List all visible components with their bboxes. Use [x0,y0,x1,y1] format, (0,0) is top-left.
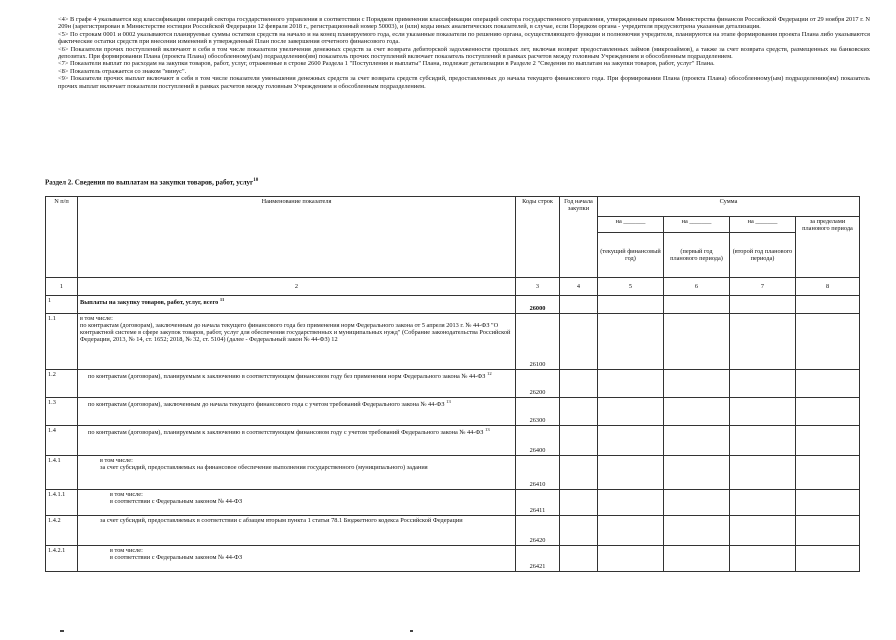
row-code: 26300 [516,398,560,426]
value-cell [598,370,664,398]
header-codes: Коды строк [516,197,560,278]
colnum-6: 6 [664,278,730,296]
value-cell [598,314,664,370]
row-name-text: в том числе: по контрактам (договорам), заключенным до начала текущего финансового года без применения норм Федерального закона от 5 апреля 2013 г. № 44-ФЗ "О контрактной системе в сфере закупок товаров, работ, услуг для обеспечения государственных и муниципальных нужд" (Собрание законодательства Российской Федерации, 2013, № 14, ст. 1652; 2018, № 32, ст. 5104) (далее - Федеральный закон № 44-ФЗ) 12 [80,315,511,343]
row-number: 1.4 [46,426,78,456]
row-name [78,516,516,546]
row-name-text: по контрактам (договорам), заключенным до начала текущего финансового года с учетом требований Федерального закона № 44-ФЗ [88,401,445,409]
value-cell [796,296,860,314]
row-code: 26420 [516,516,560,546]
row-name-text: в том числе: в соответствии с Федеральным законом № 44-ФЗ [110,491,243,505]
row-name-footnote: 13 [446,399,451,404]
value-cell [730,546,796,572]
value-cell [664,370,730,398]
value-cell [664,546,730,572]
value-cell [730,426,796,456]
row-number: 1.2 [46,370,78,398]
value-cell [730,516,796,546]
header-year3-sub: (второй год планового периода) [730,233,796,278]
row-name [78,314,516,370]
header-sum: Сумма [598,197,860,217]
row-name-footnote: 12 [487,371,492,376]
value-cell [796,456,860,490]
row-name-footnote: 11 [219,297,225,302]
header-year1-sub: (текущий финансовый год) [598,233,664,278]
value-cell [560,370,598,398]
value-cell [664,490,730,516]
value-cell [560,398,598,426]
value-cell [730,398,796,426]
header-na-3: на _______ [730,217,796,233]
value-cell [796,398,860,426]
payments-table [45,196,860,572]
colnum-3: 3 [516,278,560,296]
value-cell [598,516,664,546]
value-cell [796,490,860,516]
row-name [78,456,516,490]
footnote-7: <7> Показатели выплат по расходам на закупки товаров, работ, услуг, отраженные в строке 2600 Раздела 1 "Поступления и выплаты" Плана, подлежат детализации в Разделе 2 "Сведения по выплатам на закупки товаров, работ, услуг" Плана. [58,60,715,68]
colnum-4: 4 [560,278,598,296]
value-cell [730,456,796,490]
header-name: Наименование показателя [78,197,516,278]
value-cell [560,426,598,456]
row-name-text: в том числе: в соответствии с Федеральным законом № 44-ФЗ [110,547,243,561]
row-name-text: Выплаты на закупку товаров, работ, услуг, всего [80,299,219,307]
table-row [46,516,860,546]
colnum-1: 1 [46,278,78,296]
value-cell [560,516,598,546]
row-name-text: в том числе: за счет субсидий, предоставляемых на финансовое обеспечение выполнения государственного (муниципального) задания [100,457,428,471]
row-number: 1.4.2 [46,516,78,546]
value-cell [796,546,860,572]
row-name [78,490,516,516]
value-cell [560,296,598,314]
scan-speck [60,630,64,632]
value-cell [664,426,730,456]
value-cell [664,516,730,546]
section-title-sup: 10 [253,178,259,183]
value-cell [598,456,664,490]
value-cell [664,456,730,490]
row-name [78,546,516,572]
row-name-text: по контрактам (договорам), планируемым к заключению в соответствующем финансовом году с учетом требований Федерального закона № 44-ФЗ [88,429,484,437]
footnote-5: <5> По строкам 0001 и 0002 указываются планируемые суммы остатков средств на начало и на конец планируемого года, если указанные показатели по решению органа, осуществляющего функции и полномочия учредителя, планируются на этапе формирования проекта Плана либо указываются фактические остатки средств при внесении изменений в утвержденный План после завершения отчетного финансового года. [58,30,870,46]
table-row [46,398,860,426]
table-row [46,370,860,398]
value-cell [560,490,598,516]
row-code: 26000 [516,296,560,314]
row-code: 26421 [516,546,560,572]
row-code: 26410 [516,456,560,490]
row-number: 1.1 [46,314,78,370]
colnum-2: 2 [78,278,516,296]
row-code: 26400 [516,426,560,456]
footnote-6: <6> Показатели прочих поступлений включают в себя в том числе показатели увеличения денежных средств за счет возврата дебиторской задолженности прошлых лет, включая возврат предоставленных займов (микрозаймов), а также за счет возврата средств, размещенных на банковских депозитах. При формировании Плана (проекта Плана) обособленному(ым) подразделению(ям) показатель прочих поступлений включает показатель поступлений в рамках расчетов между головным Учреждением и обособленным подразделением. [58,45,870,61]
value-cell [796,516,860,546]
footnotes [58,16,870,90]
column-number-row [46,278,860,296]
value-cell [664,314,730,370]
value-cell [598,426,664,456]
row-name-footnote: 13 [485,427,490,432]
section-title [45,178,258,186]
colnum-7: 7 [730,278,796,296]
header-year: Год начала закупки [560,197,598,278]
table-row [46,490,860,516]
table-row [46,296,860,314]
value-cell [730,490,796,516]
value-cell [664,398,730,426]
row-name [78,296,516,314]
row-name [78,426,516,456]
colnum-8: 8 [796,278,860,296]
value-cell [730,296,796,314]
row-number: 1.4.1 [46,456,78,490]
value-cell [598,490,664,516]
value-cell [730,370,796,398]
row-code: 26411 [516,490,560,516]
header-row-1 [46,197,860,217]
row-name [78,398,516,426]
table-row [46,426,860,456]
row-name-text: за счет субсидий, предоставляемых в соответствии с абзацем вторым пункта 1 статьи 78.1 Бюджетного кодекса Российской Федерации [100,517,463,524]
value-cell [730,314,796,370]
value-cell [598,296,664,314]
footnote-4: <4> В графе 4 указывается код классификации операций сектора государственного управления в соответствии с Порядком применения классификации операций сектора государственного управления, утвержденным приказом Министерства финансов Российской Федерации от 29 ноября 2017 г. N 209н (зарегистрирован в Министерстве юстиции Российской Федерации 12 февраля 2018 г., регистрационный номер 50003), и (или) коды иных аналитических показателей, в случае, если Порядком органа - учредителя предусмотрена указанная детализация. [58,16,870,31]
row-number: 1.4.2.1 [46,546,78,572]
value-cell [796,370,860,398]
header-beyond: за пределами планового периода [796,217,860,278]
row-code: 26100 [516,314,560,370]
header-na-1: на _______ [598,217,664,233]
row-number: 1 [46,296,78,314]
value-cell [560,314,598,370]
scan-speck [410,630,413,632]
value-cell [598,398,664,426]
colnum-5: 5 [598,278,664,296]
value-cell [598,546,664,572]
row-name-text: по контрактам (договорам), планируемым к заключению в соответствующем финансовом году без применения норм Федерального закона № 44-ФЗ [88,373,486,381]
header-na-2: на _______ [664,217,730,233]
value-cell [796,314,860,370]
row-number: 1.4.1.1 [46,490,78,516]
header-num: N п/п [46,197,78,278]
table-row [46,456,860,490]
value-cell [664,296,730,314]
value-cell [560,546,598,572]
row-code: 26200 [516,370,560,398]
table-row [46,546,860,572]
row-name [78,370,516,398]
section-title-text: Раздел 2. Сведения по выплатам на закупки товаров, работ, услуг [45,178,254,187]
header-year2-sub: (первый год планового периода) [664,233,730,278]
table-row [46,314,860,370]
value-cell [560,456,598,490]
value-cell [796,426,860,456]
row-number: 1.3 [46,398,78,426]
footnote-8: <8> Показатель отражается со знаком "минус". [58,67,187,75]
footnote-9: <9> Показатели прочих выплат включают в себя в том числе показатели уменьшения денежных средств за счет возврата средств субсидий, предоставленных до начала текущего финансового года. При формировании Плана (проекта Плана) обособленному(ым) подразделению(ям) показатель прочих выплат включает показатели поступлений в рамках расчетов между головным Учреждением и обособленным подразделением. [58,75,870,90]
